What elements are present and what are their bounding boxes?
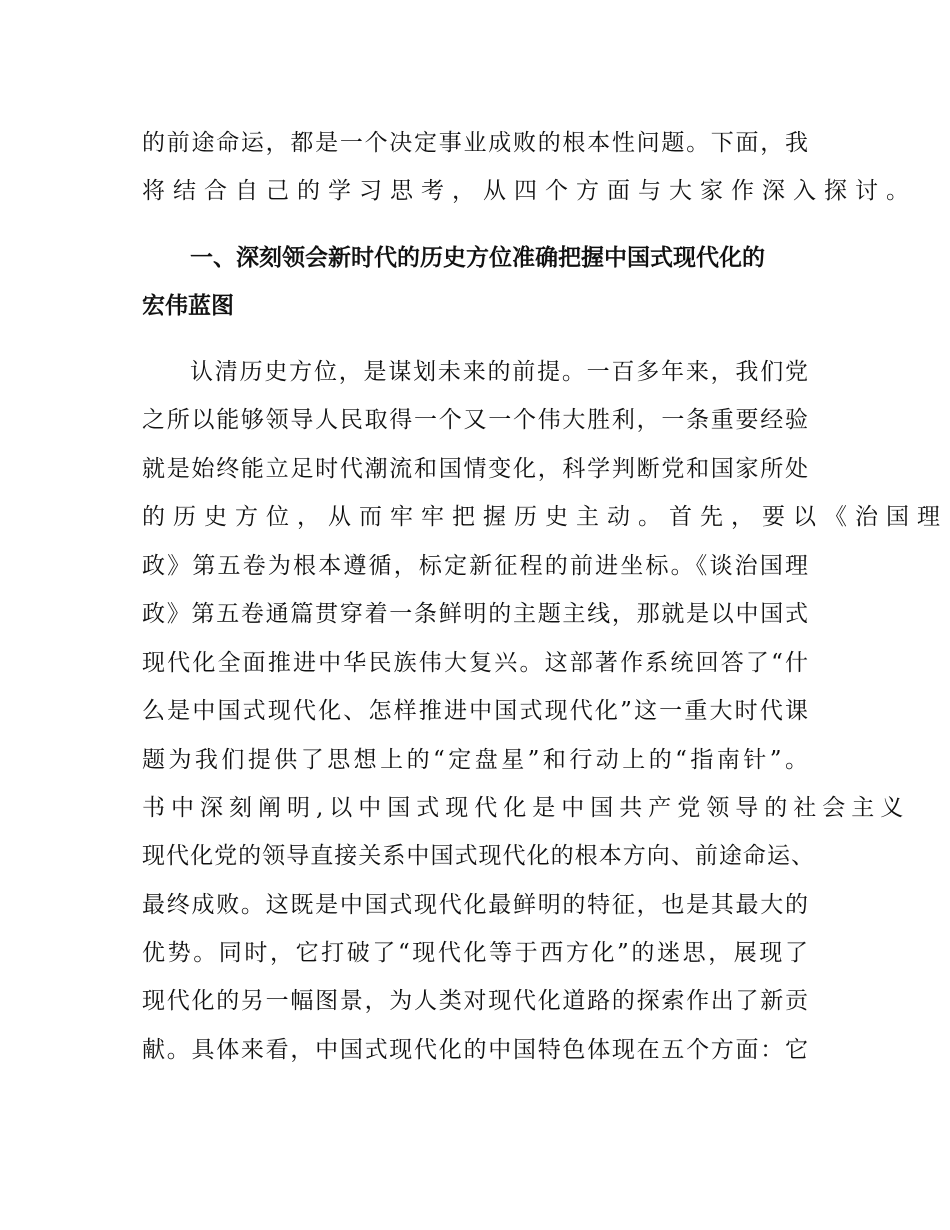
paragraph-line: 政》第五卷通篇贯穿着一条鲜明的主题主线，那就是以中国式: [142, 601, 808, 627]
paragraph-line: 现代化党的领导直接关系中国式现代化的根本方向、前途命运、: [142, 843, 814, 869]
section-heading: 宏伟蓝图: [142, 293, 234, 319]
paragraph-line: 之所以能够领导人民取得一个又一个伟大胜利，一条重要经验: [142, 407, 808, 433]
paragraph-line: 题为我们提供了思想上的“定盘星”和行动上的“指南针”。: [142, 747, 808, 773]
paragraph-line: 的历史方位，从而牢牢把握历史主动。首先，要以《治国理: [142, 504, 948, 530]
paragraph-line: 政》第五卷为根本遵循，标定新征程的前进坐标。《谈治国理: [142, 553, 808, 579]
paragraph-line: 优势。同时，它打破了“现代化等于西方化”的迷思，展现了: [142, 940, 808, 966]
paragraph-line: 就是始终能立足时代潮流和国情变化，科学判断党和国家所处: [142, 456, 808, 482]
paragraph-line: 献。具体来看，中国式现代化的中国特色体现在五个方面：它: [142, 1037, 808, 1063]
paragraph-line: 现代化全面推进中华民族伟大复兴。这部著作系统回答了“什: [142, 650, 808, 676]
section-heading: 一、深刻领会新时代的历史方位准确把握中国式现代化的: [190, 245, 765, 271]
paragraph-line: 么是中国式现代化、怎样推进中国式现代化”这一重大时代课: [142, 698, 808, 724]
paragraph-line: 书中深刻阐明,以中国式现代化是中国共产党领导的社会主义: [142, 795, 910, 821]
paragraph-line: 认清历史方位，是谋划未来的前提。一百多年来，我们党: [190, 359, 808, 385]
paragraph-line: 现代化的另一幅图景，为人类对现代化道路的探索作出了新贡: [142, 988, 808, 1014]
paragraph-line: 最终成败。这既是中国式现代化最鲜明的特征，也是其最大的: [142, 892, 808, 918]
paragraph-line: 将结合自己的学习思考，从四个方面与大家作深入探讨。: [142, 178, 917, 204]
paragraph-line: 的前途命运，都是一个决定事业成败的根本性问题。下面，我: [142, 130, 808, 156]
